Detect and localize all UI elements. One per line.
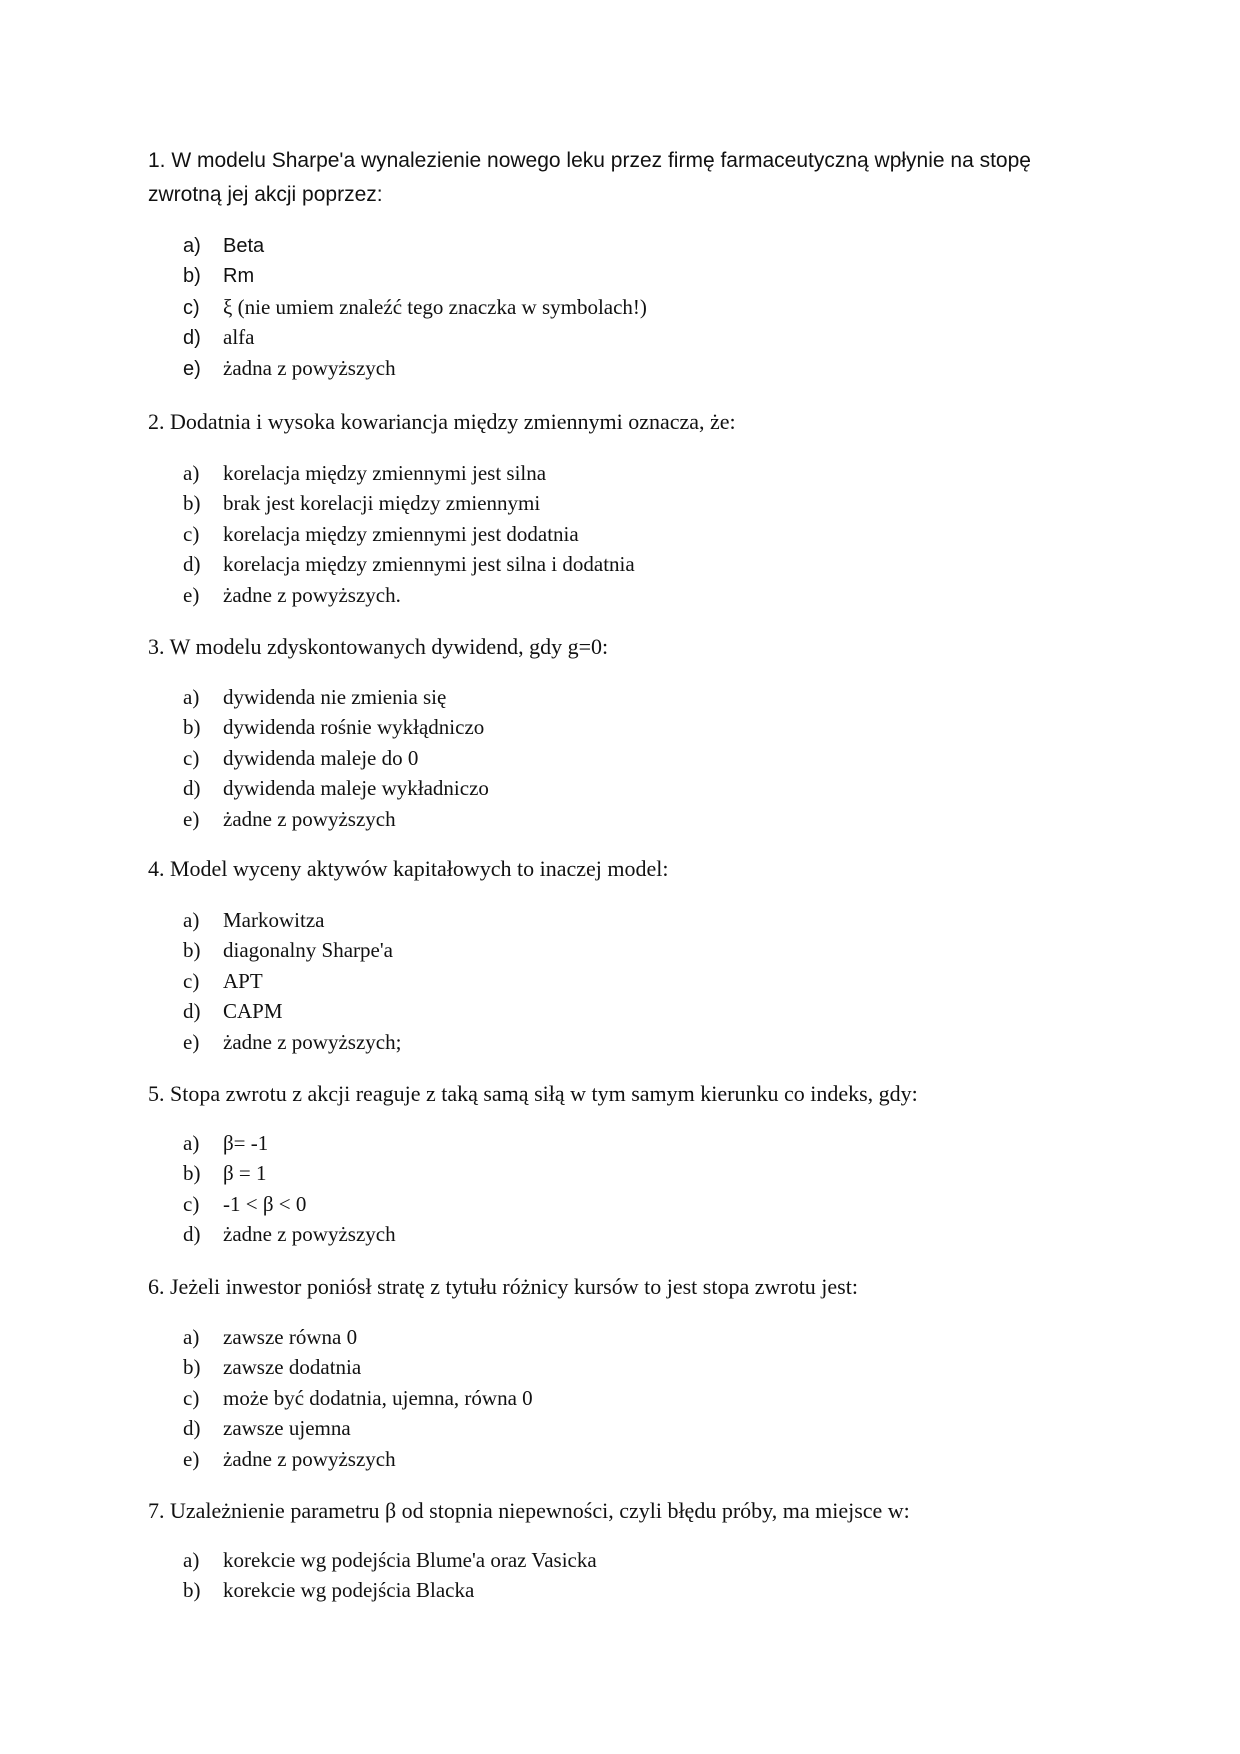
question-4-options bbox=[183, 905, 401, 1057]
option-letter: c) bbox=[183, 1385, 200, 1410]
option-letter: c) bbox=[183, 521, 200, 546]
option-text: może być dodatnia, ujemna, równa 0 bbox=[223, 1385, 533, 1410]
option-letter: c) bbox=[183, 968, 200, 993]
question-7-options bbox=[183, 1545, 597, 1606]
question-4-option-a bbox=[183, 905, 401, 935]
question-6-options bbox=[183, 1322, 533, 1474]
option-letter: b) bbox=[183, 265, 201, 288]
option-letter: b) bbox=[183, 938, 201, 963]
option-letter: a) bbox=[183, 1548, 200, 1572]
option-letter: e) bbox=[183, 582, 200, 607]
option-letter: b) bbox=[183, 715, 201, 740]
question-5-option-d bbox=[183, 1219, 396, 1249]
option-letter: d) bbox=[183, 776, 201, 801]
option-text: zawsze ujemna bbox=[223, 1416, 351, 1441]
option-letter: a) bbox=[183, 1131, 200, 1155]
option-text: żadne z powyższych bbox=[223, 806, 396, 831]
option-text: β= -1 bbox=[223, 1131, 269, 1155]
option-text: brak jest korelacji między zmiennymi bbox=[223, 491, 541, 516]
question-1-option-c bbox=[183, 292, 647, 322]
question-6-option-c bbox=[183, 1383, 533, 1413]
question-6-option-d bbox=[183, 1413, 533, 1443]
option-letter: a) bbox=[183, 685, 200, 709]
option-text: żadna z powyższych bbox=[223, 355, 396, 380]
option-letter: b) bbox=[183, 1161, 201, 1186]
option-text: żadne z powyższych bbox=[223, 1446, 396, 1471]
question-3-option-b bbox=[183, 712, 489, 742]
question-7-text: 7. Uzależnienie parametru β od stopnia niepewności, czyli błędu próby, ma miejsce w: bbox=[148, 1498, 910, 1523]
question-5-text: 5. Stopa zwrotu z akcji reaguje z taką samą siłą w tym samym kierunku co indeks, gdy: bbox=[148, 1081, 918, 1106]
question-5-option-b bbox=[183, 1158, 396, 1188]
question-7-option-a bbox=[183, 1545, 597, 1575]
option-letter: d) bbox=[183, 1222, 201, 1247]
question-4-text: 4. Model wyceny aktywów kapitałowych to inaczej model: bbox=[148, 856, 669, 881]
option-letter: d) bbox=[183, 552, 201, 577]
question-5-options bbox=[183, 1128, 396, 1250]
question-4-option-c bbox=[183, 966, 401, 996]
option-text: dywidenda maleje do 0 bbox=[223, 745, 419, 770]
option-letter: a) bbox=[183, 908, 200, 932]
option-letter: d) bbox=[183, 327, 201, 350]
option-text: korekcie wg podejścia Blume'a oraz Vasicka bbox=[223, 1548, 597, 1572]
question-1-option-e bbox=[183, 353, 647, 383]
question-1-option-d bbox=[183, 322, 647, 352]
option-text: -1 < β < 0 bbox=[223, 1191, 307, 1216]
question-7-option-b bbox=[183, 1575, 597, 1605]
option-letter: d) bbox=[183, 1416, 201, 1441]
question-1-text: 1. W modelu Sharpe'a wynalezienie nowego leku przez firmę farmaceutyczną wpłynie na stopę zwrotną jej akcji poprzez: bbox=[148, 149, 1031, 206]
question-5-option-a bbox=[183, 1128, 396, 1158]
question-3-option-a bbox=[183, 682, 489, 712]
option-letter: c) bbox=[183, 296, 200, 319]
option-text: dywidenda nie zmienia się bbox=[223, 685, 447, 709]
question-3-text: 3. W modelu zdyskontowanych dywidend, gdy g=0: bbox=[148, 634, 609, 659]
question-5-option-c bbox=[183, 1189, 396, 1219]
question-4-option-d bbox=[183, 996, 401, 1026]
option-letter: b) bbox=[183, 1578, 201, 1603]
question-6-option-a bbox=[183, 1322, 533, 1352]
option-text: żadne z powyższych; bbox=[223, 1029, 402, 1054]
question-1-options bbox=[183, 231, 647, 383]
question-6-option-e bbox=[183, 1444, 533, 1474]
question-4-option-e bbox=[183, 1027, 401, 1057]
option-text: żadne z powyższych bbox=[223, 1222, 396, 1247]
option-text: Beta bbox=[223, 235, 265, 257]
question-2-option-d bbox=[183, 549, 635, 579]
option-text: Rm bbox=[223, 265, 255, 288]
question-2-options bbox=[183, 458, 635, 610]
option-text: zawsze równa 0 bbox=[223, 1325, 358, 1349]
option-text: korelacja między zmiennymi jest silna i dodatnia bbox=[223, 552, 635, 577]
question-1-option-a bbox=[183, 231, 647, 261]
option-text: alfa bbox=[223, 325, 255, 350]
option-text: korelacja między zmiennymi jest silna bbox=[223, 461, 547, 485]
question-2-option-b bbox=[183, 488, 635, 518]
option-text: zawsze dodatnia bbox=[223, 1355, 362, 1380]
question-6-option-b bbox=[183, 1352, 533, 1382]
question-1-option-b bbox=[183, 261, 647, 291]
question-2-option-e bbox=[183, 580, 635, 610]
option-text: dywidenda maleje wykładniczo bbox=[223, 776, 489, 801]
option-text: β = 1 bbox=[223, 1161, 267, 1186]
option-letter: b) bbox=[183, 1355, 201, 1380]
option-letter: a) bbox=[183, 235, 201, 257]
option-letter: a) bbox=[183, 1325, 200, 1349]
question-3-option-d bbox=[183, 773, 489, 803]
option-text: korelacja między zmiennymi jest dodatnia bbox=[223, 521, 579, 546]
option-letter: d) bbox=[183, 999, 201, 1024]
option-letter: e) bbox=[183, 806, 200, 831]
question-6-text: 6. Jeżeli inwestor poniósł stratę z tytułu różnicy kursów to jest stopa zwrotu jest: bbox=[148, 1274, 858, 1299]
option-text: żadne z powyższych. bbox=[223, 582, 401, 607]
question-2-option-a bbox=[183, 458, 635, 488]
option-text: Markowitza bbox=[223, 908, 325, 932]
option-text: dywidenda rośnie wykłądniczo bbox=[223, 715, 485, 740]
option-letter: c) bbox=[183, 745, 200, 770]
option-letter: c) bbox=[183, 1191, 200, 1216]
option-text: CAPM bbox=[223, 999, 283, 1024]
option-text: diagonalny Sharpe'a bbox=[223, 938, 393, 963]
question-3-option-e bbox=[183, 804, 489, 834]
question-3-option-c bbox=[183, 743, 489, 773]
question-3-options bbox=[183, 682, 489, 834]
option-letter: e) bbox=[183, 1446, 200, 1471]
option-letter: a) bbox=[183, 461, 200, 485]
option-text: korekcie wg podejścia Blacka bbox=[223, 1578, 475, 1603]
option-letter: e) bbox=[183, 1029, 200, 1054]
question-2-option-c bbox=[183, 519, 635, 549]
option-text: APT bbox=[223, 968, 263, 993]
option-letter: e) bbox=[183, 357, 201, 380]
question-2-text: 2. Dodatnia i wysoka kowariancja między zmiennymi oznacza, że: bbox=[148, 409, 736, 434]
option-text: ξ (nie umiem znaleźć tego znaczka w symbolach!) bbox=[223, 294, 647, 319]
question-4-option-b bbox=[183, 935, 401, 965]
option-letter: b) bbox=[183, 491, 201, 516]
